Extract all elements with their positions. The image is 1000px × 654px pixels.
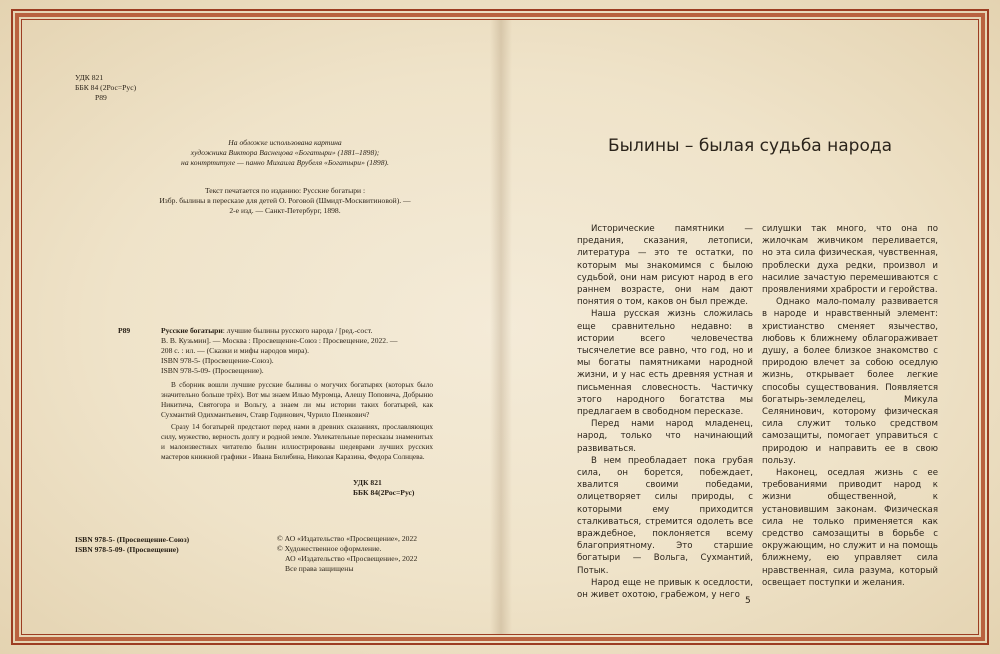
page-number: 5 (745, 596, 751, 606)
paragraph: силушки так много, что она по жилочкам живчиком переливается, но эта сила физическая, чувственная, проблески духа редки, произвол и насилие зачастую перемешиваются с проявлениями храбрости и геройства. (762, 224, 938, 296)
copyright-line: © АО «Издательство «Просвещение», 2022 (277, 534, 418, 543)
catalog-line: В. В. Кузьмин]. — Москва : Просвещение-Союз : Просвещение, 2022. — (161, 336, 398, 345)
annotation-paragraph: В сборник вошли лучшие русские былины о могучих богатырях (которых было значительно больше трёх). Вот мы знаем Илью Муромца, Алешу Поповича, Добрыню Никитича, Святогора и Вольгу, а знаем ли мы истории таких богатырей, как Сухмантий Одихмантьевич, Ставр Годинович, Чурило Пленкович? (161, 380, 433, 419)
cover-note (150, 138, 420, 168)
catalog-bbk: ББК 84(2Рос=Рус) (353, 488, 415, 497)
cover-note-line: художника Виктора Васнецова «Богатыри» (1881–1898); (190, 148, 380, 157)
source-note (140, 186, 430, 216)
copyright-line: АО «Издательство «Просвещение», 2022 (285, 554, 418, 563)
catalog-title: Русские богатыри (161, 326, 223, 335)
annotation-paragraph: Сразу 14 богатырей предстают перед нами в древних сказаниях, прославляющих силу, мужество, верность долгу и родной земле. Увлекательные пересказы знаменитых и малоизвестных читателю былин иллюстрированы шедеврами лучших русских мастеров книжной графики - Ивана Билибина, Николая Каразина, Федора Солнцева. (161, 422, 433, 461)
paragraph: Однако мало-помалу развивается в народе и нравственный элемент: христианство сменяет язычество, любовь к ближнему облагораживает душу, а более близкое знакомство с природою влечет за собою оседлую жизнь, открывает более легкие способы существования. Появляется богатырь-земледелец, Микула Селянинович, которому физическая сила служит только средством самозащиты, помогает управиться с природою и направить ее в свою пользу. (762, 297, 938, 466)
index-code: Р89 (95, 93, 107, 102)
isbn-prosv: ISBN 978-5-09- (Просвещение) (75, 545, 179, 554)
text-column-2 (762, 223, 938, 589)
catalog-entry (161, 326, 433, 376)
bbk-code: ББК 84 (2Рос=Рус) (75, 83, 137, 92)
paragraph: Наконец, оседлая жизнь с ее требованиями приводит народ к жизни общественной, к установившим законам. Физическая сила не только применяется как средство самозащиты в борьбе с окружающим, но служит и на помощь ближнему, ею управляет сила нравственная, сила разума, который освещает поступки и желания. (762, 468, 938, 588)
paragraph: В нем преобладает пока грубая сила, он борется, побеждает, хвалится своими победами, олицетворяет силы природы, с которыми ему приходится сталкиваться, стремится одолеть все враждебное, поклоняется всему благоприятному. Это старшие богатыри — Вольга, Сухмантий, Потык. (577, 455, 753, 576)
paragraph: Исторические памятники — предания, сказания, летописи, литература — это те остатки, по которым мы знакомимся с былою судьбой, они нам рисуют народ в его раннем возрасте, они нам дают понятия о том, каков он был прежде. (577, 224, 753, 308)
catalog-line: ISBN 978-5-09- (Просвещение). (161, 366, 264, 375)
chapter-title: Былины – былая судьба народа (607, 136, 893, 156)
catalog-line: 208 с. : ил. — (Сказки и мифы народов мира). (161, 346, 309, 355)
paragraph: Перед нами народ младенец, народ, только что начинающий развиваться. (577, 419, 753, 454)
copyright-line: Все права защищены (285, 564, 354, 573)
paragraph: Наша русская жизнь сложилась еще сравнительно недавно: в истории всего человечества тысячелетие все равно, что год, но и мы богаты памятниками народной жизни, и у нас есть древняя устная и письменная словесность. Частичку этого народного богатства мы предлагаем в свободном пересказе. (577, 309, 753, 418)
copyright-block (277, 534, 477, 574)
source-note-line: Избр. былины в пересказе для детей О. Роговой (Шмидт-Москвитиновой). — (159, 196, 411, 205)
isbn-prosv-soyuz: ISBN 978-5- (Просвещение-Союз) (75, 535, 190, 544)
copyright-line: © Художественное оформление. (277, 544, 382, 553)
cover-note-line: На обложке использована картина (228, 138, 342, 147)
udk-code: УДК 821 (75, 73, 104, 82)
catalog-line: ISBN 978-5- (Просвещение-Союз). (161, 356, 274, 365)
book-spine (490, 20, 512, 634)
catalog-udk: УДК 821 (353, 478, 382, 487)
text-column-1 (577, 223, 753, 601)
source-note-line: 2-е изд. — Санкт-Петербург, 1898. (229, 206, 341, 215)
catalog-line: : лучшие былины русского народа / [ред.-сост. (222, 326, 373, 335)
catalog-code: Р89 (118, 326, 131, 335)
paragraph: Народ еще не привык к оседлости, он живет охотою, грабежом, у него (577, 577, 753, 601)
source-note-line: Текст печатается по изданию: Русские богатыри : (204, 186, 366, 195)
cover-note-line: на контртитуле — панно Михаила Врубеля «Богатыри» (1898). (181, 158, 389, 167)
